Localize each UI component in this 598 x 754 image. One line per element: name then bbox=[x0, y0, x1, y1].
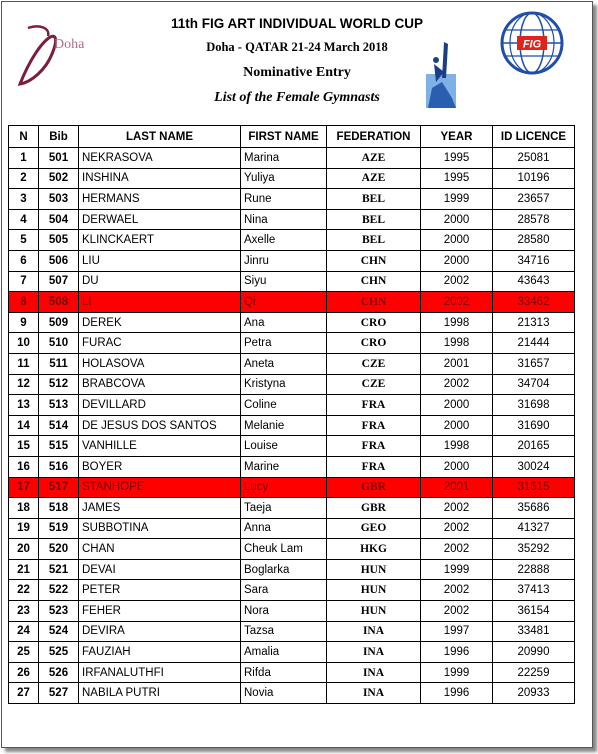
bib-cell: 502 bbox=[39, 168, 79, 189]
year-cell: 1998 bbox=[421, 312, 493, 333]
federation-cell: FRA bbox=[327, 415, 421, 436]
bib-cell: 516 bbox=[39, 456, 79, 477]
federation-cell: BEL bbox=[327, 230, 421, 251]
year-cell: 1996 bbox=[421, 642, 493, 663]
year-cell: 2002 bbox=[421, 539, 493, 560]
table-row bbox=[9, 230, 575, 251]
last-name-cell: IRFANALUTHFI bbox=[79, 662, 241, 683]
year-cell: 2000 bbox=[421, 415, 493, 436]
row-number-cell: 13 bbox=[9, 395, 39, 416]
bib-cell: 517 bbox=[39, 477, 79, 498]
list-title: List of the Female Gymnasts bbox=[214, 90, 380, 105]
last-name-cell: NEKRASOVA bbox=[79, 148, 241, 169]
federation-cell: CZE bbox=[327, 374, 421, 395]
bib-cell: 512 bbox=[39, 374, 79, 395]
bib-cell: 521 bbox=[39, 559, 79, 580]
first-name-cell: Aneta bbox=[241, 353, 327, 374]
row-number-cell: 21 bbox=[9, 559, 39, 580]
id-licence-cell: 34704 bbox=[493, 374, 575, 395]
year-cell: 1999 bbox=[421, 189, 493, 210]
table-row bbox=[9, 395, 575, 416]
bib-cell: 513 bbox=[39, 395, 79, 416]
federation-cell: HUN bbox=[327, 580, 421, 601]
row-number-cell: 17 bbox=[9, 477, 39, 498]
document-page bbox=[1, 1, 593, 748]
federation-cell: CZE bbox=[327, 353, 421, 374]
table-row bbox=[9, 436, 575, 457]
row-number-cell: 1 bbox=[9, 148, 39, 169]
bib-cell: 508 bbox=[39, 292, 79, 313]
table-row bbox=[9, 148, 575, 169]
table-row bbox=[9, 683, 575, 704]
id-licence-cell: 31615 bbox=[493, 477, 575, 498]
row-number-cell: 10 bbox=[9, 333, 39, 354]
last-name-cell: FAUZIAH bbox=[79, 642, 241, 663]
last-name-cell: PETER bbox=[79, 580, 241, 601]
table-body bbox=[9, 148, 575, 704]
bib-cell: 510 bbox=[39, 333, 79, 354]
first-name-cell: Rifda bbox=[241, 662, 327, 683]
last-name-cell: BOYER bbox=[79, 456, 241, 477]
event-title: 11th FIG ART INDIVIDUAL WORLD CUP bbox=[170, 16, 423, 31]
first-name-cell: Jinru bbox=[241, 250, 327, 271]
first-name-cell: Tazsa bbox=[241, 621, 327, 642]
last-name-cell: CHAN bbox=[79, 539, 241, 560]
id-licence-cell: 20165 bbox=[493, 436, 575, 457]
year-cell: 2001 bbox=[421, 353, 493, 374]
row-number-cell: 15 bbox=[9, 436, 39, 457]
year-cell: 2002 bbox=[421, 601, 493, 622]
federation-cell: CHN bbox=[327, 250, 421, 271]
row-number-cell: 16 bbox=[9, 456, 39, 477]
event-location-dates: Doha - QATAR 21-24 March 2018 bbox=[206, 40, 388, 54]
row-number-cell: 19 bbox=[9, 518, 39, 539]
id-licence-cell: 31698 bbox=[493, 395, 575, 416]
id-licence-cell: 33462 bbox=[493, 292, 575, 313]
bib-cell: 506 bbox=[39, 250, 79, 271]
first-name-cell: Kristyna bbox=[241, 374, 327, 395]
last-name-cell: FEHER bbox=[79, 601, 241, 622]
federation-cell: AZE bbox=[327, 168, 421, 189]
year-cell: 2000 bbox=[421, 250, 493, 271]
last-name-cell: DEREK bbox=[79, 312, 241, 333]
id-licence-cell: 37413 bbox=[493, 580, 575, 601]
federation-cell: GBR bbox=[327, 477, 421, 498]
bib-cell: 520 bbox=[39, 539, 79, 560]
federation-cell: BEL bbox=[327, 209, 421, 230]
year-cell: 2002 bbox=[421, 498, 493, 519]
bib-cell: 514 bbox=[39, 415, 79, 436]
last-name-cell: SUBBOTINA bbox=[79, 518, 241, 539]
table-row bbox=[9, 662, 575, 683]
row-number-cell: 23 bbox=[9, 601, 39, 622]
year-cell: 2002 bbox=[421, 580, 493, 601]
id-licence-cell: 31657 bbox=[493, 353, 575, 374]
table-row bbox=[9, 518, 575, 539]
table-row bbox=[9, 601, 575, 622]
last-name-cell: DERWAEL bbox=[79, 209, 241, 230]
first-name-cell: Rune bbox=[241, 189, 327, 210]
year-cell: 1998 bbox=[421, 436, 493, 457]
federation-cell: FRA bbox=[327, 436, 421, 457]
table-row bbox=[9, 559, 575, 580]
id-licence-cell: 41327 bbox=[493, 518, 575, 539]
year-cell: 1998 bbox=[421, 333, 493, 354]
row-number-cell: 25 bbox=[9, 642, 39, 663]
row-number-cell: 18 bbox=[9, 498, 39, 519]
fig-logo-text: FIG bbox=[522, 38, 542, 51]
last-name-cell: DEVIRA bbox=[79, 621, 241, 642]
row-number-cell: 8 bbox=[9, 292, 39, 313]
year-cell: 2000 bbox=[421, 456, 493, 477]
last-name-cell: INSHINA bbox=[79, 168, 241, 189]
id-licence-cell: 31690 bbox=[493, 415, 575, 436]
id-licence-cell: 23657 bbox=[493, 189, 575, 210]
gymnasts-table bbox=[8, 125, 575, 704]
bib-cell: 527 bbox=[39, 683, 79, 704]
bib-cell: 501 bbox=[39, 148, 79, 169]
federation-cell: GEO bbox=[327, 518, 421, 539]
first-name-cell: Louise bbox=[241, 436, 327, 457]
document-header bbox=[2, 2, 592, 124]
row-number-cell: 26 bbox=[9, 662, 39, 683]
last-name-cell: STANHOPE bbox=[79, 477, 241, 498]
year-cell: 1995 bbox=[421, 168, 493, 189]
row-number-cell: 9 bbox=[9, 312, 39, 333]
row-number-cell: 27 bbox=[9, 683, 39, 704]
id-licence-cell: 35686 bbox=[493, 498, 575, 519]
column-header-first-name: FIRST NAME bbox=[241, 126, 327, 148]
federation-cell: BEL bbox=[327, 189, 421, 210]
id-licence-cell: 30024 bbox=[493, 456, 575, 477]
bib-cell: 515 bbox=[39, 436, 79, 457]
bib-cell: 509 bbox=[39, 312, 79, 333]
bib-cell: 505 bbox=[39, 230, 79, 251]
table-row bbox=[9, 312, 575, 333]
id-licence-cell: 21313 bbox=[493, 312, 575, 333]
row-number-cell: 20 bbox=[9, 539, 39, 560]
first-name-cell: Taeja bbox=[241, 498, 327, 519]
first-name-cell: Ana bbox=[241, 312, 327, 333]
year-cell: 1996 bbox=[421, 683, 493, 704]
first-name-cell: Melanie bbox=[241, 415, 327, 436]
table-row bbox=[9, 209, 575, 230]
document-type: Nominative Entry bbox=[243, 65, 351, 80]
first-name-cell: Lucy bbox=[241, 477, 327, 498]
table-row bbox=[9, 456, 575, 477]
federation-cell: HUN bbox=[327, 601, 421, 622]
id-licence-cell: 43643 bbox=[493, 271, 575, 292]
table-row bbox=[9, 539, 575, 560]
table-row-highlighted bbox=[9, 292, 575, 313]
federation-cell: CRO bbox=[327, 333, 421, 354]
table-row bbox=[9, 250, 575, 271]
bib-cell: 519 bbox=[39, 518, 79, 539]
year-cell: 2000 bbox=[421, 230, 493, 251]
table-row-highlighted bbox=[9, 477, 575, 498]
federation-cell: CHN bbox=[327, 292, 421, 313]
federation-cell: FRA bbox=[327, 395, 421, 416]
bib-cell: 523 bbox=[39, 601, 79, 622]
last-name-cell: DU bbox=[79, 271, 241, 292]
table-row bbox=[9, 271, 575, 292]
first-name-cell: Yuliya bbox=[241, 168, 327, 189]
table-row bbox=[9, 168, 575, 189]
id-licence-cell: 21444 bbox=[493, 333, 575, 354]
table-row bbox=[9, 189, 575, 210]
federation-cell: HUN bbox=[327, 559, 421, 580]
first-name-cell: Marine bbox=[241, 456, 327, 477]
federation-cell: INA bbox=[327, 683, 421, 704]
federation-cell: CRO bbox=[327, 312, 421, 333]
last-name-cell: BRABCOVA bbox=[79, 374, 241, 395]
row-number-cell: 11 bbox=[9, 353, 39, 374]
federation-cell: INA bbox=[327, 621, 421, 642]
first-name-cell: Nina bbox=[241, 209, 327, 230]
last-name-cell: DE JESUS DOS SANTOS bbox=[79, 415, 241, 436]
federation-cell: HKG bbox=[327, 539, 421, 560]
last-name-cell: HERMANS bbox=[79, 189, 241, 210]
first-name-cell: Marina bbox=[241, 148, 327, 169]
first-name-cell: Nora bbox=[241, 601, 327, 622]
row-number-cell: 24 bbox=[9, 621, 39, 642]
id-licence-cell: 10196 bbox=[493, 168, 575, 189]
bib-cell: 526 bbox=[39, 662, 79, 683]
last-name-cell: DEVAI bbox=[79, 559, 241, 580]
federation-cell: GBR bbox=[327, 498, 421, 519]
last-name-cell: LI bbox=[79, 292, 241, 313]
id-licence-cell: 36154 bbox=[493, 601, 575, 622]
column-header-id-licence: ID LICENCE bbox=[493, 126, 575, 148]
year-cell: 1995 bbox=[421, 148, 493, 169]
first-name-cell: Amalia bbox=[241, 642, 327, 663]
bib-cell: 525 bbox=[39, 642, 79, 663]
column-header-n: N bbox=[9, 126, 39, 148]
first-name-cell: Novia bbox=[241, 683, 327, 704]
federation-cell: INA bbox=[327, 642, 421, 663]
id-licence-cell: 28578 bbox=[493, 209, 575, 230]
table-row bbox=[9, 415, 575, 436]
column-header-federation: FEDERATION bbox=[327, 126, 421, 148]
year-cell: 2002 bbox=[421, 374, 493, 395]
year-cell: 2002 bbox=[421, 271, 493, 292]
federation-cell: FRA bbox=[327, 456, 421, 477]
table-row bbox=[9, 333, 575, 354]
federation-cell: INA bbox=[327, 662, 421, 683]
last-name-cell: JAMES bbox=[79, 498, 241, 519]
table-row bbox=[9, 621, 575, 642]
row-number-cell: 2 bbox=[9, 168, 39, 189]
column-header-bib: Bib bbox=[39, 126, 79, 148]
year-cell: 2001 bbox=[421, 477, 493, 498]
last-name-cell: NABILA PUTRI bbox=[79, 683, 241, 704]
column-header-year: YEAR bbox=[421, 126, 493, 148]
row-number-cell: 4 bbox=[9, 209, 39, 230]
row-number-cell: 3 bbox=[9, 189, 39, 210]
bib-cell: 524 bbox=[39, 621, 79, 642]
table-row bbox=[9, 580, 575, 601]
first-name-cell: Petra bbox=[241, 333, 327, 354]
id-licence-cell: 35292 bbox=[493, 539, 575, 560]
bib-cell: 518 bbox=[39, 498, 79, 519]
first-name-cell: Coline bbox=[241, 395, 327, 416]
table-row bbox=[9, 374, 575, 395]
bib-cell: 511 bbox=[39, 353, 79, 374]
first-name-cell: Siyu bbox=[241, 271, 327, 292]
row-number-cell: 6 bbox=[9, 250, 39, 271]
doha-logo-text: Doha bbox=[54, 37, 85, 52]
bib-cell: 507 bbox=[39, 271, 79, 292]
first-name-cell: Sara bbox=[241, 580, 327, 601]
year-cell: 1999 bbox=[421, 662, 493, 683]
first-name-cell: Qi bbox=[241, 292, 327, 313]
last-name-cell: HOLASOVA bbox=[79, 353, 241, 374]
id-licence-cell: 22259 bbox=[493, 662, 575, 683]
id-licence-cell: 33481 bbox=[493, 621, 575, 642]
id-licence-cell: 28580 bbox=[493, 230, 575, 251]
first-name-cell: Cheuk Lam bbox=[241, 539, 327, 560]
last-name-cell: VANHILLE bbox=[79, 436, 241, 457]
first-name-cell: Boglarka bbox=[241, 559, 327, 580]
last-name-cell: DEVILLARD bbox=[79, 395, 241, 416]
id-licence-cell: 34716 bbox=[493, 250, 575, 271]
year-cell: 2002 bbox=[421, 292, 493, 313]
column-header-last-name: LAST NAME bbox=[79, 126, 241, 148]
year-cell: 2000 bbox=[421, 395, 493, 416]
id-licence-cell: 25081 bbox=[493, 148, 575, 169]
year-cell: 2000 bbox=[421, 209, 493, 230]
bib-cell: 503 bbox=[39, 189, 79, 210]
bib-cell: 504 bbox=[39, 209, 79, 230]
federation-cell: CHN bbox=[327, 271, 421, 292]
table-header-row bbox=[9, 126, 575, 148]
last-name-cell: LIU bbox=[79, 250, 241, 271]
year-cell: 1997 bbox=[421, 621, 493, 642]
year-cell: 2002 bbox=[421, 518, 493, 539]
id-licence-cell: 20990 bbox=[493, 642, 575, 663]
table-row bbox=[9, 498, 575, 519]
id-licence-cell: 20933 bbox=[493, 683, 575, 704]
first-name-cell: Anna bbox=[241, 518, 327, 539]
row-number-cell: 7 bbox=[9, 271, 39, 292]
row-number-cell: 14 bbox=[9, 415, 39, 436]
first-name-cell: Axelle bbox=[241, 230, 327, 251]
id-licence-cell: 22888 bbox=[493, 559, 575, 580]
row-number-cell: 22 bbox=[9, 580, 39, 601]
bib-cell: 522 bbox=[39, 580, 79, 601]
last-name-cell: FURAC bbox=[79, 333, 241, 354]
row-number-cell: 5 bbox=[9, 230, 39, 251]
row-number-cell: 12 bbox=[9, 374, 39, 395]
last-name-cell: KLINCKAERT bbox=[79, 230, 241, 251]
table-row bbox=[9, 642, 575, 663]
federation-cell: AZE bbox=[327, 148, 421, 169]
table-row bbox=[9, 353, 575, 374]
year-cell: 1999 bbox=[421, 559, 493, 580]
